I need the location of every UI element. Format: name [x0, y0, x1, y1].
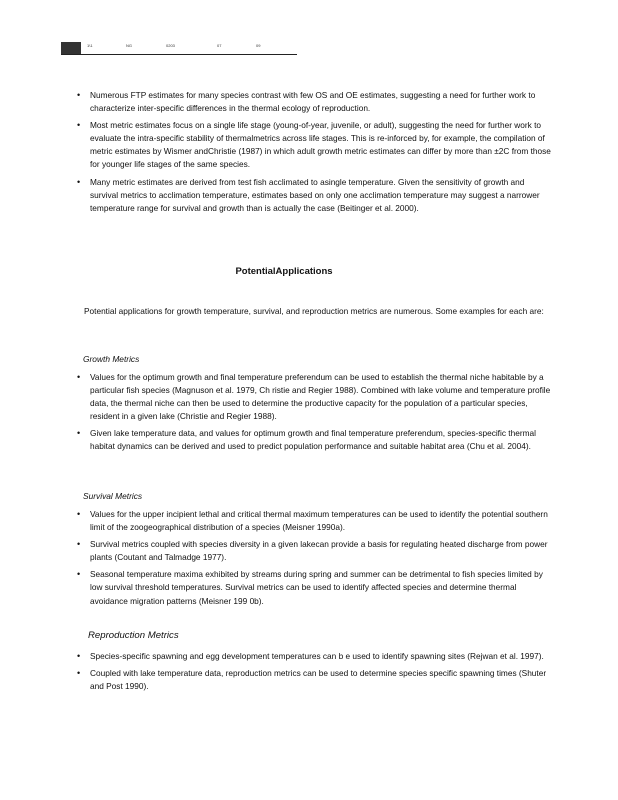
survival-bullet-list	[0, 508, 618, 612]
list-item	[0, 538, 618, 564]
bullet-text: Numerous FTP estimates for many species contrast with few OS and OE estimates, suggesting a need for further work to characterize inter-specific differences in the thermal ecology of reproduction.	[90, 90, 536, 114]
bullet-icon: •	[77, 539, 81, 550]
list-item	[0, 119, 618, 171]
intro-bullet-list	[0, 89, 618, 219]
list-item	[0, 508, 618, 534]
bullet-icon: •	[77, 90, 81, 100]
section-title: PotentialApplications	[235, 266, 333, 277]
list-item	[0, 650, 618, 663]
bullet-text: Given lake temperature data, and values for optimum growth and final temperature preferendum, species-specific thermal habitat dynamics can be derived and used to predict population performance and suitable habitat area (Chu et al. 2004).	[90, 428, 536, 452]
bullet-icon: •	[77, 428, 81, 439]
header-label: 1\1	[87, 43, 93, 48]
list-item	[0, 89, 618, 115]
bullet-text: Survival metrics coupled with species diversity in a given lakecan provide a basis for regulating heated discharge from power plants (Coutant and Talmadge 1977).	[90, 539, 548, 563]
header-label: 0203	[166, 43, 175, 48]
bullet-text: Species-specific spawning and egg development temperatures can b e used to identify spawning sites (Rejwan et al. 1997).	[90, 651, 544, 661]
reproduction-bullet-list	[0, 650, 618, 697]
bullet-icon: •	[77, 509, 81, 519]
header-rule	[61, 54, 297, 55]
bullet-icon: •	[77, 569, 81, 580]
list-item	[0, 371, 618, 423]
bullet-icon: •	[77, 176, 81, 187]
survival-metrics-title: Survival Metrics	[83, 491, 143, 501]
bullet-icon: •	[77, 651, 81, 661]
bullet-icon: •	[77, 372, 81, 382]
header-label: 07	[217, 43, 222, 48]
bullet-text: Values for the optimum growth and final temperature preferendum can be used to establish the thermal niche habitable by a particular fish species (Magnuson et al. 1979, Ch ristie and Regier 1988). Combined with lake volume and temperature profile data, the thermal niche can then be used to determine the productive capacity for the population of a particular species, resident in a given lake (Christie and Regier 1988).	[90, 372, 551, 422]
list-item	[0, 568, 618, 607]
bullet-text: Values for the upper incipient lethal and critical thermal maximum temperatures can be used to identify the potential southern limit of the zoogeographical distribution of a species (Meisner 1990a).	[90, 509, 548, 533]
intro-paragraph: Potential applications for growth temperature, survival, and reproduction metrics are numerous. Some examples for each are:	[84, 306, 544, 316]
list-item	[0, 176, 618, 215]
bullet-icon: •	[77, 668, 81, 679]
bullet-text: Most metric estimates focus on a single life stage (young-of-year, juvenile, or adult), suggesting the need for further work to evaluate the intra-specific stability of thermalmetrics across life stages. This is re-inforced by, for example, the compilation of metric estimates by Wismer andChristie (1987) in which adult growth metric estimates can differ by more than ±2C from those for younger life stages of the same species.	[90, 120, 551, 170]
reproduction-metrics-title: Reproduction Metrics	[88, 630, 179, 641]
list-item	[0, 667, 618, 693]
growth-metrics-title: Growth Metrics	[83, 354, 140, 364]
list-item	[0, 427, 618, 453]
header-logo	[61, 42, 81, 54]
header-label: 09	[256, 43, 261, 48]
bullet-icon: •	[77, 120, 81, 131]
bullet-text: Coupled with lake temperature data, reproduction metrics can be used to determine species specific spawning times (Shuter and Post 1990).	[90, 668, 547, 692]
bullet-text: Seasonal temperature maxima exhibited by streams during spring and summer can be detrimental to fish species limited by low survival threshold temperatures. Survival metrics can be used to identify affected species and determine thermal avoidance migration patterns (Meisner 199 0b).	[90, 569, 543, 606]
bullet-text: Many metric estimates are derived from test fish acclimated to asingle temperature. Given the sensitivity of growth and survival metrics to acclimation temperature, estimates based on only one acclimation temperature may suggest a narrower temperature range for survival and growth than is actually the case (Beitinger et al. 2000).	[90, 176, 540, 213]
growth-bullet-list	[0, 371, 618, 458]
header-label: NG	[126, 43, 132, 48]
